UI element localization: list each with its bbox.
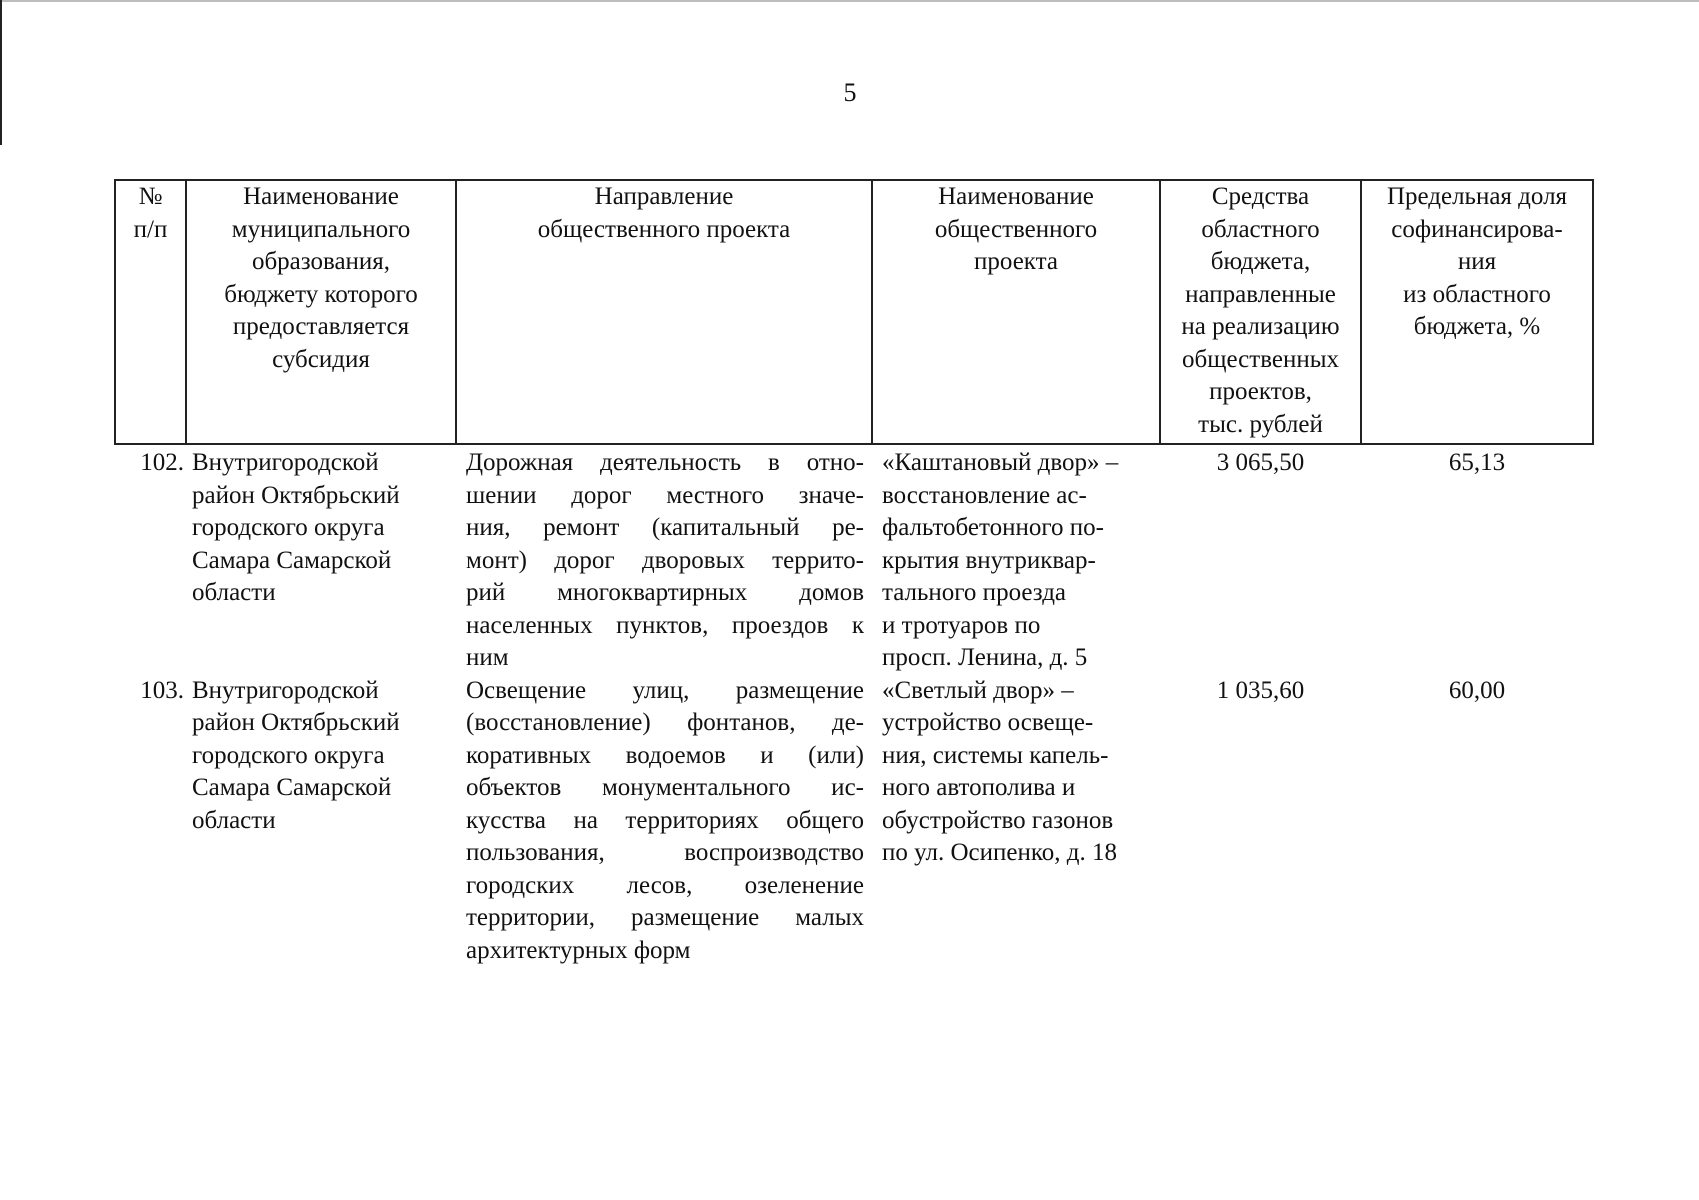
text-line: район Октябрьский <box>192 709 400 736</box>
text-line: образования, <box>251 248 391 275</box>
page-number: 5 <box>843 78 857 107</box>
row-number: 103. <box>140 676 184 704</box>
text-line: субсидия <box>272 345 370 373</box>
text-line: устройство освеще- <box>882 709 1094 736</box>
text-line: Самара Самарской <box>192 774 392 801</box>
text-line: район Октябрьский <box>192 481 400 509</box>
text-line: ним <box>466 644 509 671</box>
scan-edge-left <box>0 0 2 145</box>
row-municipality <box>186 675 456 968</box>
text-line: кусства на территориях общего <box>466 806 864 834</box>
text-line: проектов, <box>1209 378 1312 405</box>
text-line: Направление <box>594 183 734 210</box>
text-line: Внутригородской <box>192 676 379 704</box>
text-line: монт) дорог дворовых террито- <box>466 546 864 574</box>
text-line: обустройство газонов <box>882 806 1114 834</box>
text-line: просп. Ленина, д. 5 <box>882 644 1088 671</box>
text-line: объектов монументального ис- <box>466 774 864 801</box>
row-share: 65,13 <box>1448 449 1506 476</box>
text-line: областного <box>1201 215 1320 243</box>
text-line: тыс. рублей <box>1198 410 1323 438</box>
text-line: «Светлый двор» – <box>882 676 1074 704</box>
text-line: по ул. Осипенко, д. 18 <box>882 839 1117 866</box>
text-line: архитектурных форм <box>466 936 691 964</box>
text-line: муниципального <box>231 215 411 243</box>
header-number <box>115 180 186 444</box>
text-line: софинансирова- <box>1391 215 1563 243</box>
text-line: бюджета, <box>1210 248 1311 275</box>
text-line: восстановление ас- <box>882 481 1087 509</box>
text-line: общественного <box>934 215 1098 243</box>
text-line: коративных водоемов и (или) <box>466 741 864 769</box>
text-line: (восстановление) фонтанов, де- <box>466 709 864 736</box>
text-line: «Каштановый двор» – <box>882 449 1119 476</box>
text-line: на реализацию <box>1181 313 1340 340</box>
text-line: Наименование <box>938 183 1094 210</box>
text-line: населенных пунктов, проездов к <box>466 611 864 639</box>
text-line: фальтобетонного по- <box>882 514 1104 541</box>
table-header-row <box>115 180 1593 444</box>
text-line: ния, системы капель- <box>882 741 1109 769</box>
row-direction <box>456 675 872 968</box>
text-line: и тротуаров по <box>882 611 1041 639</box>
row-number: 102. <box>140 449 184 476</box>
text-line: области <box>192 806 276 834</box>
text-line: ния, ремонт (капитальный ре- <box>466 514 864 541</box>
subsidy-table <box>114 179 1594 967</box>
text-line: п/п <box>133 215 168 243</box>
scan-edge-top <box>0 0 1699 2</box>
text-line: Самара Самарской <box>192 546 392 574</box>
text-line: рий многоквартирных домов <box>466 579 864 606</box>
text-line: бюджету которого <box>224 280 418 308</box>
text-line: крытия внутриквар- <box>882 546 1096 574</box>
text-line: Наименование <box>243 183 399 210</box>
row-project-name <box>872 444 1160 675</box>
text-line: области <box>192 579 276 606</box>
row-share: 60,00 <box>1448 676 1506 704</box>
text-line: ного автополива и <box>882 774 1076 801</box>
text-line: городских лесов, озеленение <box>466 871 864 899</box>
header-direction <box>456 180 872 444</box>
text-line: проекта <box>974 248 1058 275</box>
text-line: Внутригородской <box>192 449 379 476</box>
text-line: ния <box>1457 248 1497 275</box>
header-municipality <box>186 180 456 444</box>
text-line: бюджета, % <box>1413 313 1541 340</box>
text-line: Средства <box>1211 183 1310 210</box>
text-line: городского округа <box>192 741 385 769</box>
header-funds <box>1160 180 1361 444</box>
header-share <box>1361 180 1593 444</box>
text-line: шении дорог местного значе- <box>466 481 864 509</box>
text-line: Дорожная деятельность в отно- <box>466 449 864 476</box>
row-funds: 1 035,60 <box>1216 676 1305 704</box>
text-line: общественных <box>1181 345 1340 373</box>
text-line: пользования, воспроизводство <box>466 839 864 866</box>
text-line: № <box>138 183 163 210</box>
row-project-name <box>872 675 1160 968</box>
text-line: территории, размещение малых <box>466 904 864 931</box>
text-line: общественного проекта <box>537 215 791 243</box>
text-line: городского округа <box>192 514 385 541</box>
header-project-name <box>872 180 1160 444</box>
text-line: тального проезда <box>882 579 1067 606</box>
text-line: направленные <box>1185 280 1336 308</box>
row-funds: 3 065,50 <box>1216 449 1305 476</box>
table-row <box>115 444 1593 675</box>
text-line: из областного <box>1403 280 1551 308</box>
row-direction <box>456 444 872 675</box>
text-line: Освещение улиц, размещение <box>466 676 864 704</box>
text-line: предоставляется <box>232 313 410 340</box>
table-row <box>115 675 1593 968</box>
row-municipality <box>186 444 456 675</box>
text-line: Предельная доля <box>1386 183 1568 210</box>
